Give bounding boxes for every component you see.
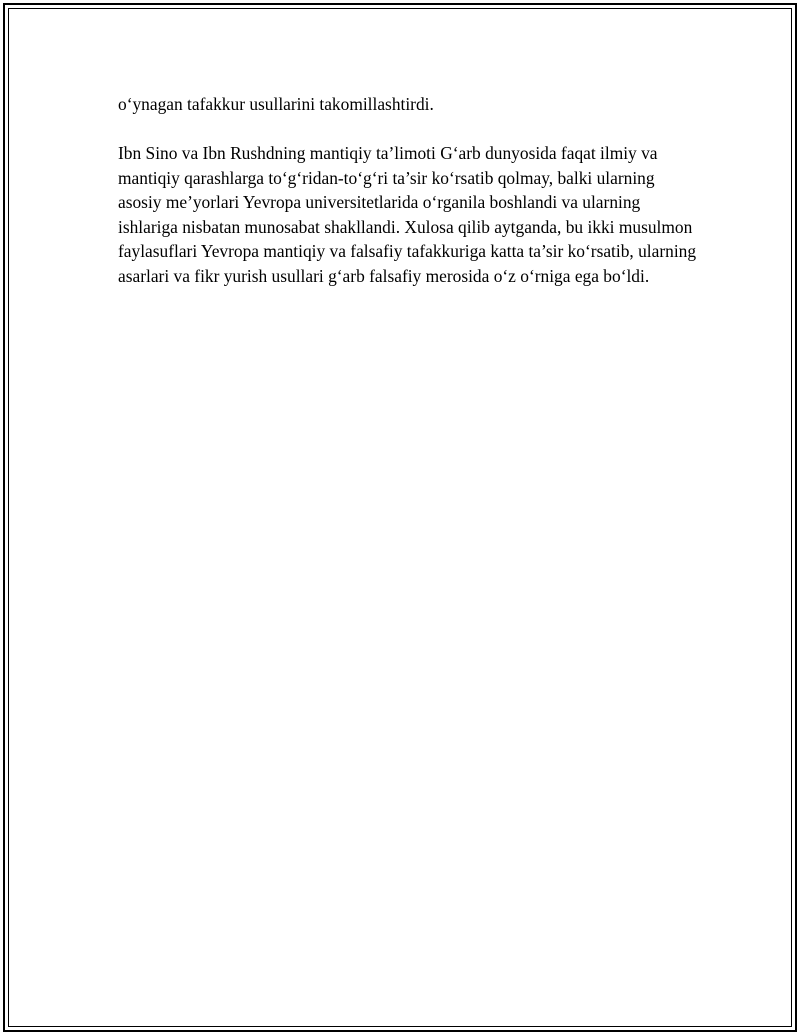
document-body — [118, 92, 698, 288]
paragraph-continuation: o‘ynagan tafakkur usullarini takomillashtirdi. — [118, 94, 434, 114]
paragraph-ibn-sino-ibn-rushd: Ibn Sino va Ibn Rushdning mantiqiy ta’limoti G‘arb dunyosida faqat ilmiy va mantiqiy qarashlarga to‘g‘ridan-to‘g‘ri ta’sir ko‘rsatib qolmay, balki ularning asosiy me’yorlari Yevropa universitetlarida o‘rganila boshlandi va ularning ishlariga nisbatan munosabat shakllandi. Xulosa qilib aytganda, bu ikki musulmon faylasuflari Yevropa mantiqiy va falsafiy tafakkuriga katta ta’sir ko‘rsatib, ularning asarlari va fikr yurish usullari g‘arb falsafiy merosida o‘z o‘rniga ega bo‘ldi. — [118, 143, 697, 286]
